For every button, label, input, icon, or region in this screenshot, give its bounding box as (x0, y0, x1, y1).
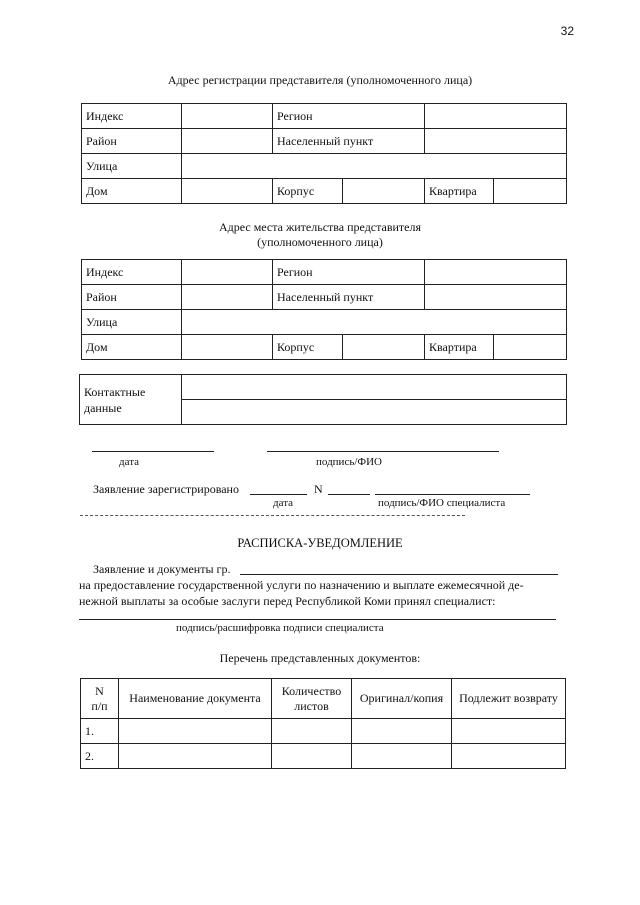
district-field[interactable] (182, 285, 273, 310)
house-field[interactable] (182, 179, 273, 204)
date-caption: дата (119, 456, 140, 468)
building-field[interactable] (343, 179, 425, 204)
registration-date-line[interactable] (250, 494, 307, 495)
street-field[interactable] (182, 154, 567, 179)
apartment-cell (425, 179, 567, 204)
num-header-line2: п/п (91, 698, 108, 713)
row-number: 1. (81, 719, 119, 744)
house-field[interactable] (182, 335, 273, 360)
name-header: Наименование документа (119, 679, 272, 719)
apartment-label: Квартира (425, 179, 494, 203)
contacts-field-2[interactable] (182, 400, 567, 425)
document-name-cell[interactable] (119, 719, 272, 744)
table-row (81, 719, 566, 744)
building-field[interactable] (343, 335, 425, 360)
registration-address-table (81, 103, 567, 204)
signature-caption: подпись/ФИО (316, 456, 382, 468)
region-field[interactable] (425, 104, 567, 129)
contacts-field-1[interactable] (182, 375, 567, 400)
original-header: Оригинал/копия (352, 679, 452, 719)
return-header: Подлежит возврату (452, 679, 566, 719)
residence-address-table (81, 259, 567, 360)
street-label: Улица (82, 310, 182, 335)
table-row (81, 744, 566, 769)
contacts-label (80, 375, 182, 425)
number-sign: N (314, 482, 323, 496)
index-label: Индекс (82, 104, 182, 129)
cut-line (80, 515, 465, 516)
house-label: Дом (82, 179, 182, 204)
page-number: 32 (560, 24, 574, 38)
date-line[interactable] (92, 451, 214, 452)
apartment-label: Квартира (425, 335, 494, 359)
specialist-line[interactable] (79, 619, 556, 620)
settlement-label: Населенный пункт (273, 129, 425, 154)
documents-table (80, 678, 566, 769)
sheet-count-cell[interactable] (272, 719, 352, 744)
specialist-signature-line[interactable] (375, 494, 530, 495)
district-label: Район (82, 129, 182, 154)
registration-address-title: Адрес регистрации представителя (уполномоченного лица) (167, 73, 473, 87)
apartment-field[interactable] (494, 179, 566, 203)
return-cell[interactable] (452, 719, 566, 744)
specialist-signature-caption: подпись/ФИО специалиста (378, 497, 506, 509)
street-field[interactable] (182, 310, 567, 335)
house-label: Дом (82, 335, 182, 360)
original-copy-cell[interactable] (352, 719, 452, 744)
count-header (272, 679, 352, 719)
index-field[interactable] (182, 260, 273, 285)
receipt-text-line2: на предоставление государственной услуги по назначению и выплате ежемесячной де- (79, 578, 524, 592)
num-header (81, 679, 119, 719)
apartment-field[interactable] (494, 335, 566, 359)
count-header-line1: Количество (281, 683, 342, 698)
region-field[interactable] (425, 260, 567, 285)
receipt-title: РАСПИСКА-УВЕДОМЛЕНИЕ (237, 536, 403, 550)
return-cell[interactable] (452, 744, 566, 769)
registration-date-caption: дата (273, 497, 294, 509)
contacts-table (79, 374, 567, 425)
original-copy-cell[interactable] (352, 744, 452, 769)
street-label: Улица (82, 154, 182, 179)
receipt-text-line3: нежной выплаты за особые заслуги перед Республикой Коми принял специалист: (79, 594, 496, 608)
district-field[interactable] (182, 129, 273, 154)
contacts-label-line2: данные (84, 400, 122, 415)
district-label: Район (82, 285, 182, 310)
building-label: Корпус (273, 179, 343, 204)
index-label: Индекс (82, 260, 182, 285)
registered-text: Заявление зарегистрировано (93, 482, 239, 496)
apartment-cell (425, 335, 567, 360)
documents-list-title: Перечень представленных документов: (219, 651, 421, 665)
region-label: Регион (273, 260, 425, 285)
settlement-field[interactable] (425, 129, 567, 154)
specialist-signature-caption: подпись/расшифровка подписи специалиста (176, 622, 384, 634)
count-header-line2: листов (294, 698, 329, 713)
residence-address-title-line1: Адрес места жительства представителя (218, 220, 422, 234)
settlement-field[interactable] (425, 285, 567, 310)
documents-of-text: Заявление и документы гр. (93, 562, 231, 576)
building-label: Корпус (273, 335, 343, 360)
citizen-name-line[interactable] (240, 574, 558, 575)
document-name-cell[interactable] (119, 744, 272, 769)
region-label: Регион (273, 104, 425, 129)
num-header-line1: N (95, 683, 104, 698)
index-field[interactable] (182, 104, 273, 129)
row-number: 2. (81, 744, 119, 769)
residence-address-title-line2: (уполномоченного лица) (257, 235, 383, 249)
sheet-count-cell[interactable] (272, 744, 352, 769)
settlement-label: Населенный пункт (273, 285, 425, 310)
registration-number-line[interactable] (328, 494, 370, 495)
contacts-label-line1: Контактные (84, 384, 146, 399)
signature-line[interactable] (267, 451, 499, 452)
